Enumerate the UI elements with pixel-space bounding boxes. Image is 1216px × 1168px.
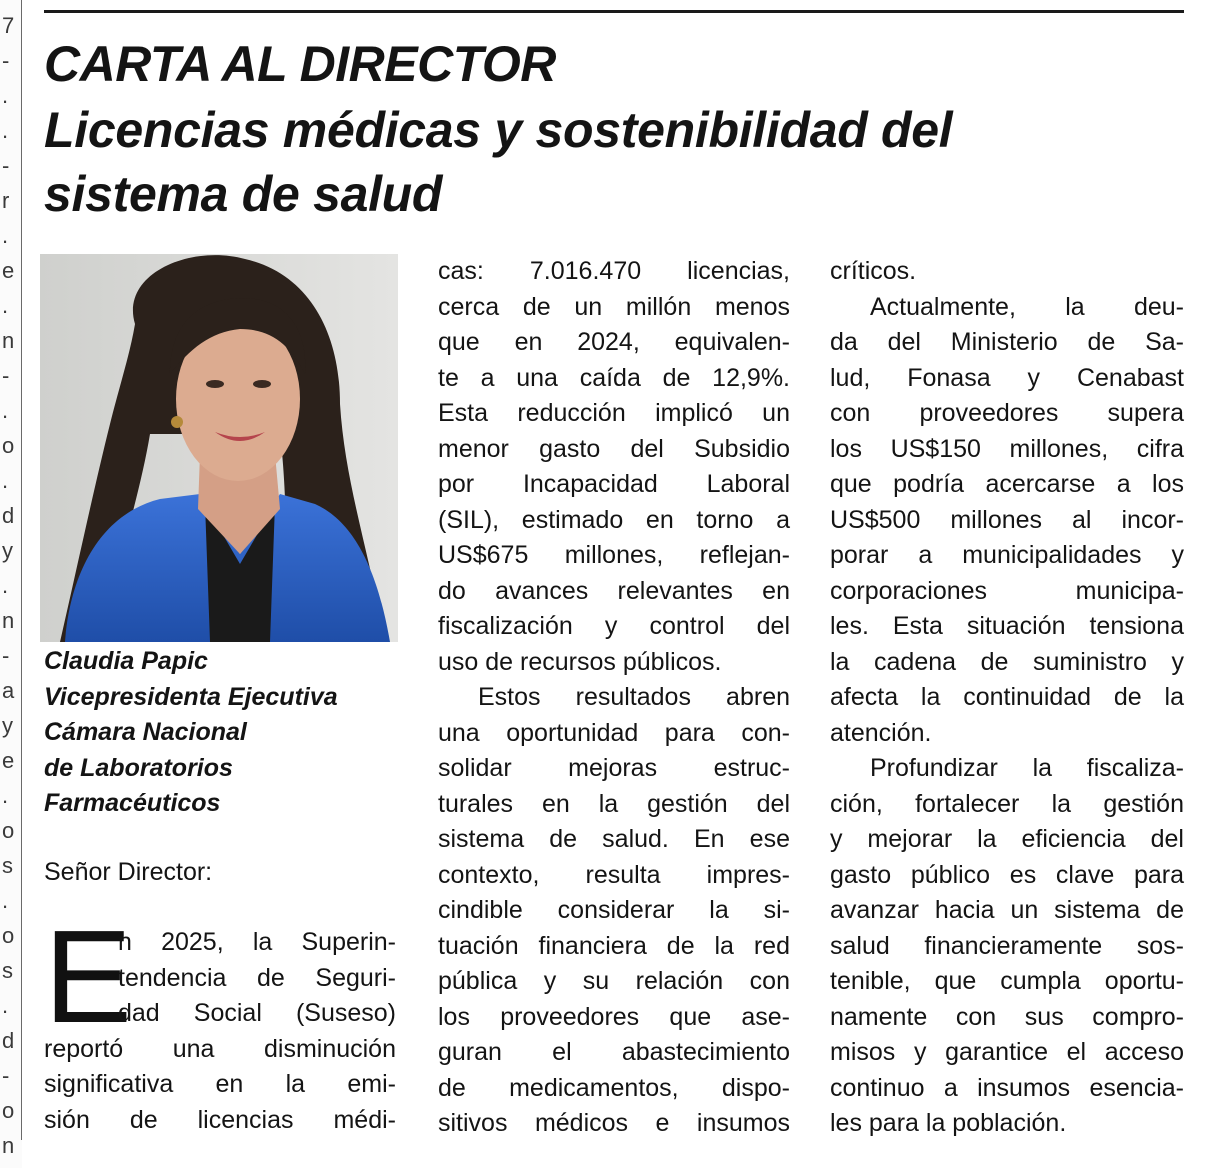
section-title: CARTA AL DIRECTOR xyxy=(44,36,556,92)
caption-line: Farmacéuticos xyxy=(44,789,221,817)
portrait-photo xyxy=(40,254,398,642)
author-caption xyxy=(44,644,404,822)
text-line: tuación financiera de la red xyxy=(438,931,790,960)
text-line: cindible considerar la si- xyxy=(438,896,790,924)
text-line: tendencia de Seguri- xyxy=(118,963,396,992)
text-line: porar a municipalidades y xyxy=(830,541,1184,569)
text-line: por Incapacidad Laboral xyxy=(438,470,790,498)
text-line: pública y su relación con xyxy=(438,967,790,995)
text-line: Profundizar la fiscaliza- xyxy=(870,754,1184,782)
text-line: solidar mejoras estruc- xyxy=(438,754,790,782)
text-line: los proveedores que ase- xyxy=(438,1002,790,1031)
caption-line: Vicepresidenta Ejecutiva xyxy=(44,682,338,711)
text-line: US$500 millones al incor- xyxy=(830,505,1184,534)
text-line: dad Social (Suseso) xyxy=(118,999,396,1027)
text-line: (SIL), estimado en torno a xyxy=(438,505,790,534)
text-line: cas: 7.016.470 licencias, xyxy=(438,257,790,285)
text-line: namente con sus compro- xyxy=(830,1002,1184,1031)
salutation: Señor Director: xyxy=(44,858,213,886)
text-line: uso de recursos públicos. xyxy=(438,647,722,676)
text-line: Actualmente, la deu- xyxy=(870,292,1184,321)
text-line: fiscalización y control del xyxy=(438,612,790,640)
text-line: corporaciones municipa- xyxy=(830,576,1184,605)
caption-line: de Laboratorios xyxy=(44,753,233,782)
adjacent-page-text: 7 - . . - r . e . n - . o . d y . n - a y e . o s . o s . d - o n xyxy=(2,13,15,1158)
text-line: que en 2024, equivalen- xyxy=(438,328,790,356)
text-line: tenible, que cumpla oportu- xyxy=(830,967,1184,995)
headline-line-2: sistema de salud xyxy=(44,166,443,222)
headline xyxy=(44,98,1194,226)
text-line: US$675 millones, reflejan- xyxy=(438,541,790,569)
text-line: una oportunidad para con- xyxy=(438,718,790,747)
adjacent-page-strip xyxy=(0,0,22,1168)
text-line: reportó una disminución xyxy=(44,1034,396,1063)
text-line: con proveedores supera xyxy=(830,399,1184,427)
text-line: críticos. xyxy=(830,257,917,285)
text-line: da del Ministerio de Sa- xyxy=(830,328,1184,356)
top-rule xyxy=(44,10,1184,13)
text-line: sitivos médicos e insumos xyxy=(438,1109,790,1137)
text-line: les para la población. xyxy=(830,1109,1067,1137)
text-line: Esta reducción implicó un xyxy=(438,399,790,427)
text-line: avanzar hacia un sistema de xyxy=(830,896,1184,924)
text-line: misos y garantice el acceso xyxy=(830,1038,1184,1066)
text-line: significativa en la emi- xyxy=(44,1070,396,1098)
caption-line: Claudia Papic xyxy=(44,647,208,675)
text-line: lud, Fonasa y Cenabast xyxy=(830,363,1184,392)
text-line: Estos resultados abren xyxy=(478,683,790,711)
column-2 xyxy=(438,254,790,1142)
text-line: ción, fortalecer la gestión xyxy=(830,789,1184,818)
caption-line: Cámara Nacional xyxy=(44,718,247,746)
text-line: turales en la gestión del xyxy=(438,789,790,818)
text-line: que podría acercarse a los xyxy=(830,470,1184,498)
text-line: de medicamentos, dispo- xyxy=(438,1073,790,1102)
text-line: gasto público es clave para xyxy=(830,860,1184,889)
column-divider xyxy=(21,0,22,1140)
text-line: do avances relevantes en xyxy=(438,576,790,605)
drop-cap: E xyxy=(44,903,133,1050)
column-1 xyxy=(44,903,396,1138)
text-line: guran el abastecimiento xyxy=(438,1038,790,1066)
column-3 xyxy=(830,254,1184,1142)
text-line: contexto, resulta impres- xyxy=(438,860,790,889)
text-line: atención. xyxy=(830,718,932,747)
text-line: y mejorar la eficiencia del xyxy=(830,825,1184,853)
text-line: continuo a insumos esencia- xyxy=(830,1073,1184,1102)
text-line: n 2025, la Superin- xyxy=(118,928,396,956)
text-line: los US$150 millones, cifra xyxy=(830,434,1184,463)
author-portrait xyxy=(40,254,398,642)
text-line: sión de licencias médi- xyxy=(44,1105,396,1134)
text-line: te a una caída de 12,9%. xyxy=(438,363,790,392)
text-line: afecta la continuidad de la xyxy=(830,683,1184,711)
text-line: la cadena de suministro y xyxy=(830,647,1184,676)
text-line: cerca de un millón menos xyxy=(438,292,790,321)
headline-line-1: Licencias médicas y sostenibilidad del xyxy=(44,102,953,158)
text-line: salud financieramente sos- xyxy=(830,931,1184,960)
text-line: menor gasto del Subsidio xyxy=(438,434,790,463)
text-line: sistema de salud. En ese xyxy=(438,825,790,853)
text-line: les. Esta situación tensiona xyxy=(830,612,1184,640)
